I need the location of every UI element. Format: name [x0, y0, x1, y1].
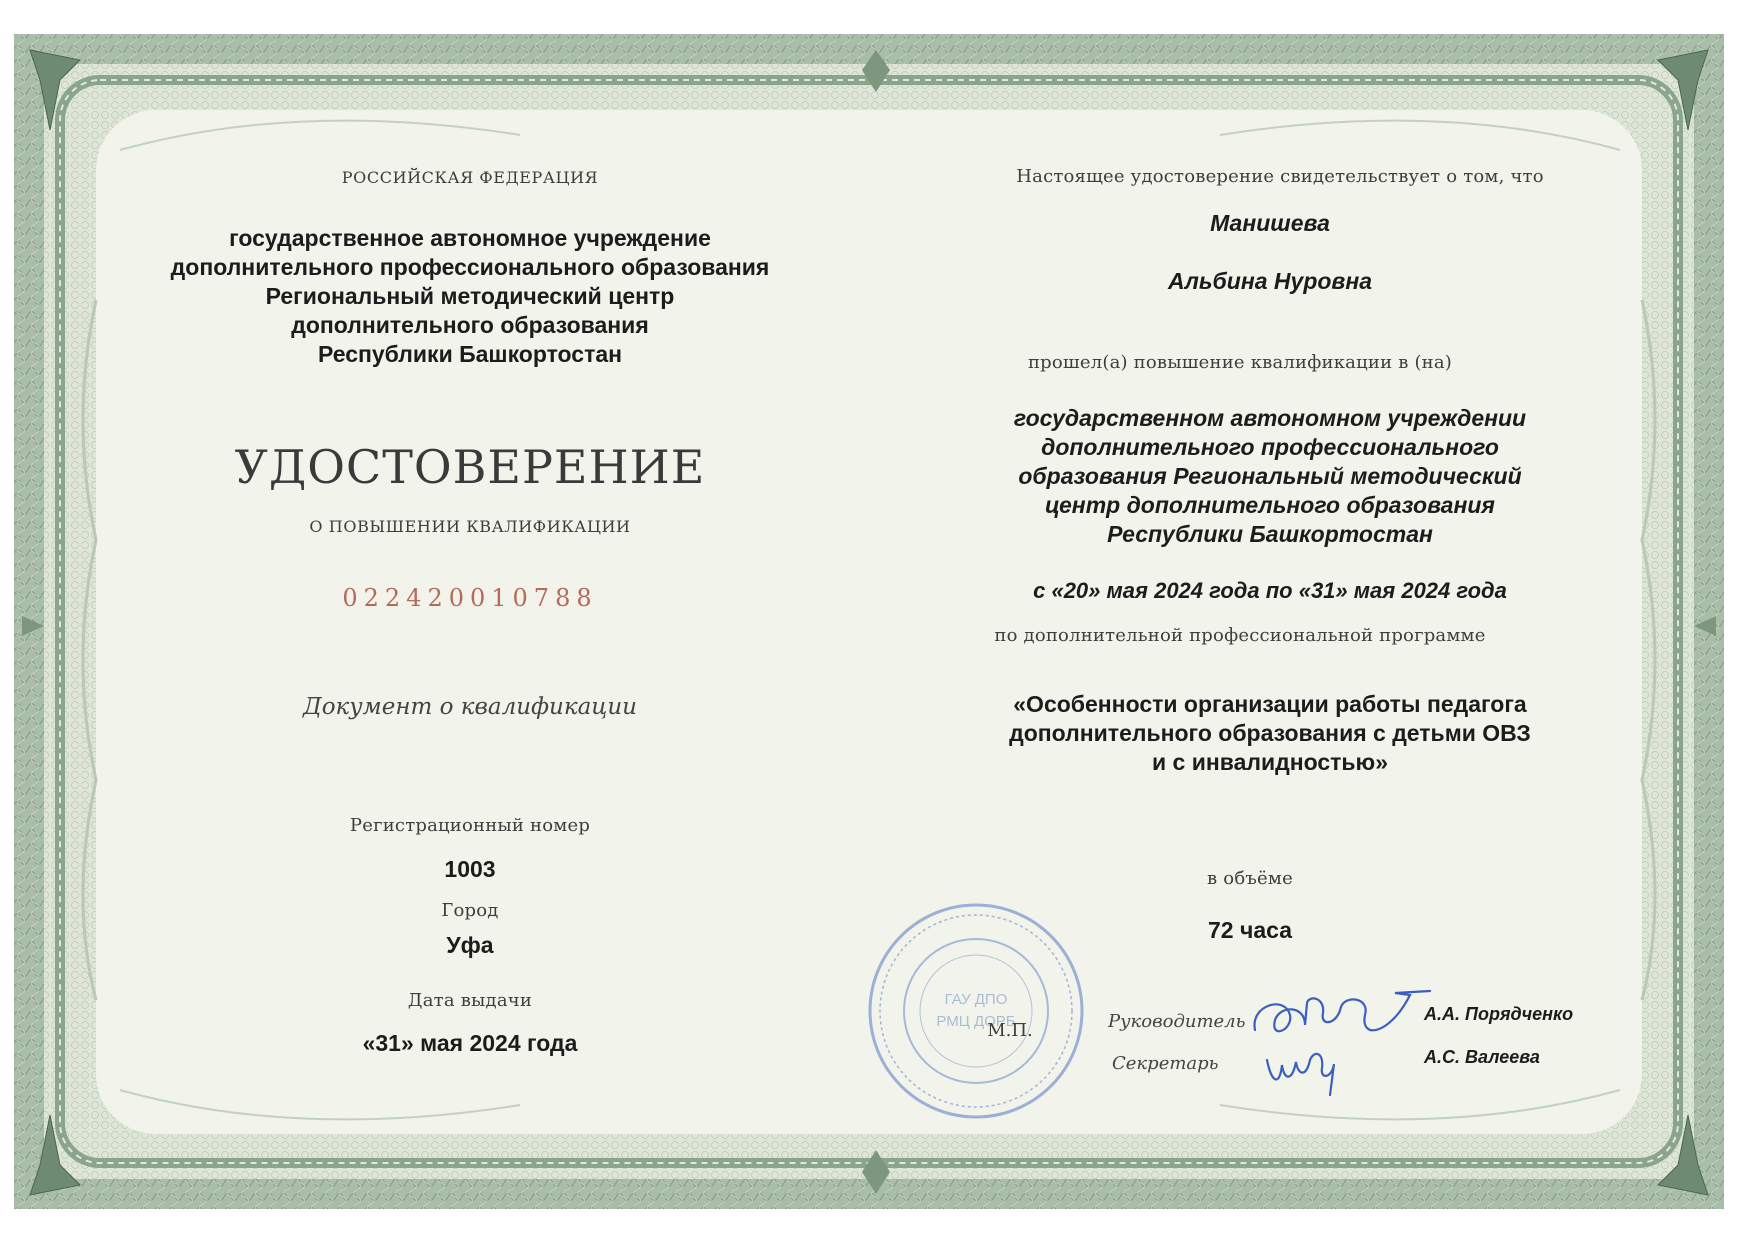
- holder-name: Альбина Нуровна: [1167, 268, 1372, 294]
- issuer-organization: [120, 224, 820, 369]
- secretary-signature: [1262, 1040, 1352, 1100]
- training-org-line: образования Региональный методический: [1018, 463, 1522, 489]
- secretary-name: А.С. Валеева: [1424, 1047, 1540, 1067]
- seal-text: РМЦ ДОРБ: [936, 1013, 1016, 1030]
- training-org-line: государственном автономном учреждении: [1013, 405, 1527, 431]
- program-line: дополнительного образования с детьми ОВЗ: [1009, 720, 1531, 746]
- volume-label: в объёме: [1207, 868, 1293, 889]
- issuer-line: дополнительного профессионального образования: [170, 254, 770, 280]
- city-label: Город: [441, 900, 499, 921]
- city-value: Уфа: [446, 932, 494, 958]
- certifies-intro: Настоящее удостоверение свидетельствует о том, что: [1016, 166, 1544, 187]
- head-label: Руководитель: [1108, 1011, 1246, 1032]
- training-org-line: центр дополнительного образования: [1045, 492, 1495, 518]
- program-title: [940, 690, 1600, 777]
- training-period: с «20» мая 2024 года по «31» мая 2024 года: [1033, 578, 1507, 603]
- issuer-line: дополнительного образования: [291, 312, 649, 338]
- document-title: УДОСТОВЕРЕНИЕ: [234, 440, 706, 494]
- training-org-line: Республики Башкортостан: [1107, 521, 1433, 547]
- official-seal: [865, 900, 1087, 1122]
- program-label: по дополнительной профессиональной программе: [994, 625, 1486, 646]
- document-subtitle: О ПОВЫШЕНИИ КВАЛИФИКАЦИИ: [309, 517, 631, 536]
- secretary-label: Секретарь: [1112, 1053, 1219, 1074]
- issue-date: «31» мая 2024 года: [362, 1030, 578, 1056]
- seal-text: ГАУ ДПО: [944, 991, 1008, 1008]
- training-organization: [940, 404, 1600, 549]
- program-line: и с инвалидностью»: [1152, 749, 1388, 775]
- registration-number: 1003: [444, 856, 496, 882]
- serial-number: 022420010788: [342, 584, 598, 612]
- registration-label: Регистрационный номер: [349, 815, 591, 836]
- passed-training-label: прошел(а) повышение квалификации в (на): [1027, 352, 1453, 373]
- issuer-line: Региональный методический центр: [265, 283, 675, 309]
- issue-date-label: Дата выдачи: [407, 990, 533, 1011]
- issuer-line: Республики Башкортостан: [317, 341, 623, 367]
- issuer-line: государственное автономное учреждение: [229, 225, 711, 251]
- country-label: РОССИЙСКАЯ ФЕДЕРАЦИЯ: [341, 168, 599, 187]
- volume-value: 72 часа: [1208, 917, 1292, 943]
- document-type: Документ о квалификации: [303, 694, 637, 720]
- program-line: «Особенности организации работы педагога: [1013, 691, 1527, 717]
- head-name: А.А. Порядченко: [1424, 1004, 1574, 1024]
- holder-surname: Манишева: [1210, 210, 1330, 236]
- seal-place-mark: М.П.: [987, 1020, 1033, 1041]
- training-org-line: дополнительного профессионального: [1041, 434, 1499, 460]
